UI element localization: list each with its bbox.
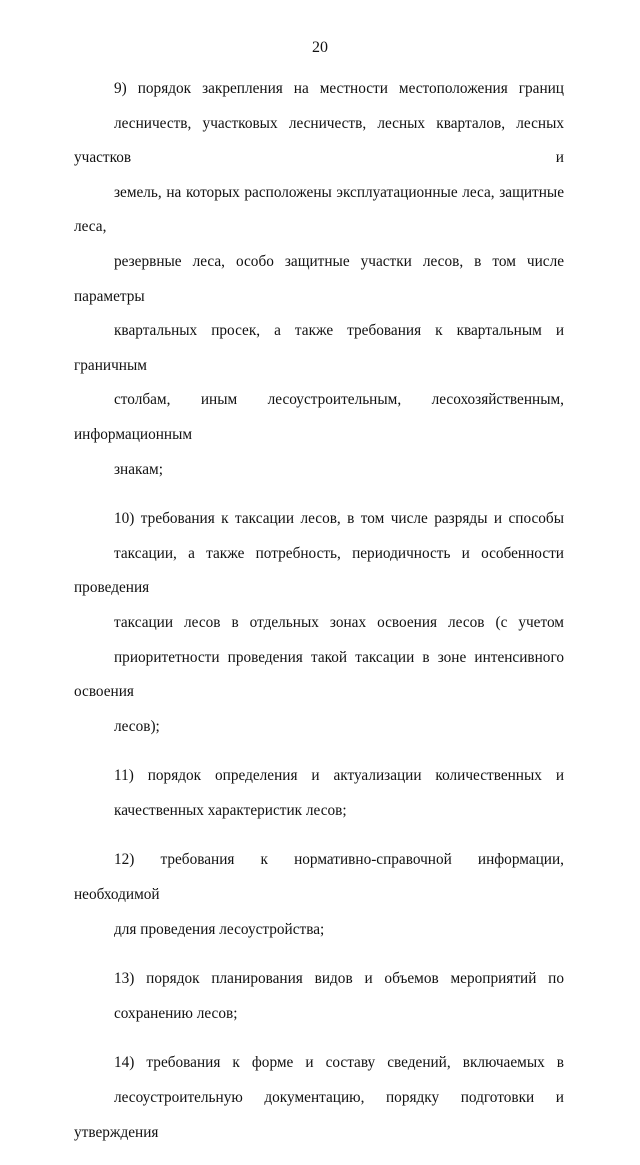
paragraph-item-9	[74, 72, 564, 487]
paragraph-line: лесоустроительную документацию, порядку подготовки и утверждения	[74, 1089, 564, 1141]
page-number: 20	[312, 39, 328, 56]
paragraph-line: 13) порядок планирования видов и объемов мероприятий по	[114, 970, 564, 988]
paragraph-item-14	[74, 1046, 564, 1150]
paragraph-line: качественных характеристик лесов;	[114, 801, 347, 819]
paragraph-line: сохранению лесов;	[114, 1004, 238, 1022]
paragraph-line: 14) требования к форме и составу сведений, включаемых в	[114, 1054, 564, 1072]
paragraph-line: приоритетности проведения такой таксации в зоне интенсивного освоения	[74, 648, 564, 701]
document-body	[74, 72, 564, 1165]
paragraph-line: 10) требования к таксации лесов, в том числе разряды и способы	[114, 510, 564, 528]
paragraph-item-11	[74, 759, 564, 828]
paragraph-line: 11) порядок определения и актуализации количественных и	[114, 767, 564, 785]
paragraph-line: резервные леса, особо защитные участки лесов, в том числе параметры	[74, 252, 564, 305]
paragraph-line: столбам, иным лесоустроительным, лесохозяйственным, информационным	[74, 391, 564, 443]
paragraph-line: таксации лесов в отдельных зонах освоения лесов (с учетом	[114, 613, 564, 631]
paragraph-line: знакам;	[114, 460, 163, 478]
paragraph-line: 12) требования к нормативно-справочной информации, необходимой	[74, 851, 564, 904]
paragraph-item-13	[74, 962, 564, 1031]
paragraph-line: земель, на которых расположены эксплуатационные леса, защитные леса,	[74, 183, 564, 236]
paragraph-item-10	[74, 502, 564, 744]
paragraph-item-12	[74, 843, 564, 947]
paragraph-line: лесов);	[114, 717, 160, 735]
paragraph-line: 9) порядок закрепления на местности местоположения границ	[114, 80, 564, 97]
paragraph-line: лесничеств, участковых лесничеств, лесных кварталов, лесных участков и	[74, 114, 564, 167]
paragraph-line: квартальных просек, а также требования к квартальным и граничным	[74, 322, 564, 374]
paragraph-line: таксации, а также потребность, периодичность и особенности проведения	[74, 544, 564, 597]
paragraph-line: для проведения лесоустройства;	[114, 920, 325, 938]
